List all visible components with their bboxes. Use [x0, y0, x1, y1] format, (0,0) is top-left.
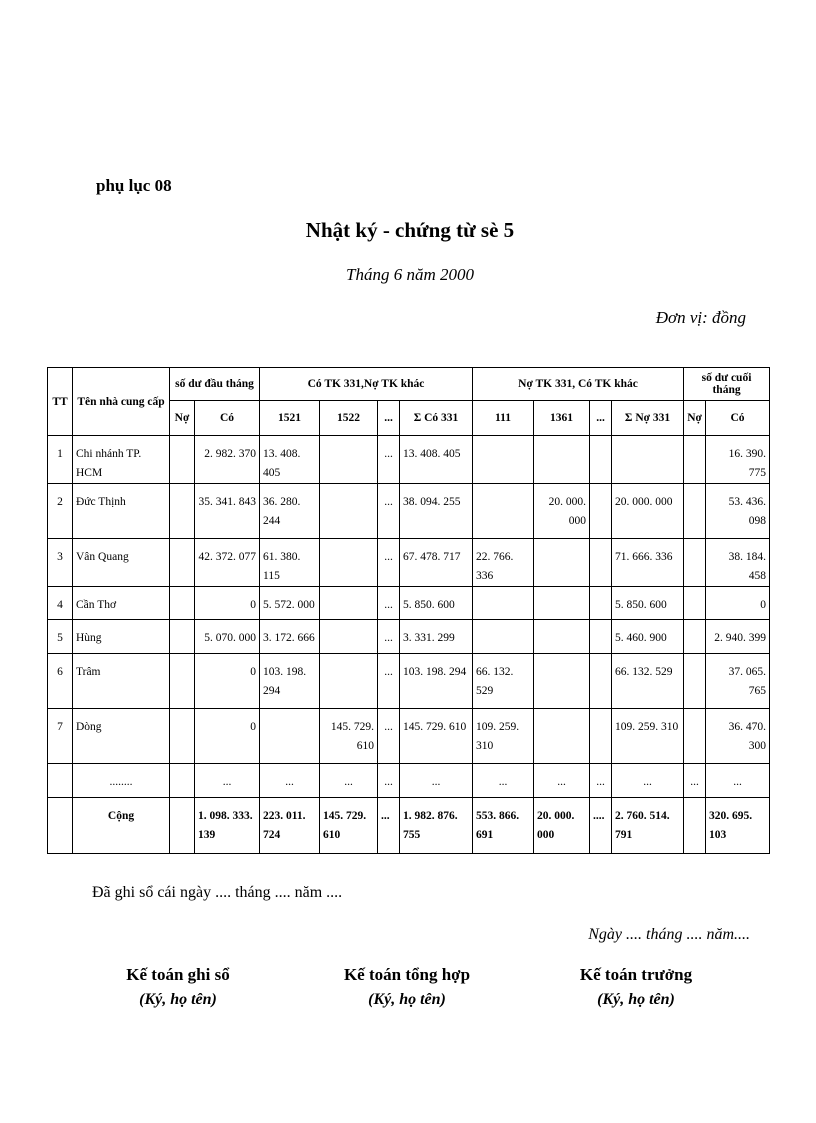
header-1361: 1361 [534, 401, 590, 436]
total-111: 553. 866. 691 [473, 798, 534, 854]
row-credit-dots: ... [378, 436, 400, 484]
signature-general-accountant [307, 965, 507, 1009]
total-close-co: 320. 695. 103 [706, 798, 770, 854]
row-sum-co: ... [400, 764, 473, 798]
row-1522 [320, 654, 378, 709]
header-closing-co: Có [706, 401, 770, 436]
row-1521: 3. 172. 666 [260, 620, 320, 654]
header-sum-no: Σ Nợ 331 [612, 401, 684, 436]
row-close-no [684, 436, 706, 484]
row-close-no [684, 709, 706, 764]
row-close-no [684, 654, 706, 709]
row-1361 [534, 436, 590, 484]
header-debit-group: Nợ TK 331, Có TK khác [473, 368, 684, 401]
signature-chief-accountant [536, 965, 736, 1009]
total-sum-no: 2. 760. 514. 791 [612, 798, 684, 854]
row-1521: 5. 572. 000 [260, 587, 320, 620]
row-open-no [170, 587, 195, 620]
ledger-recorded-note: Đã ghi sổ cái ngày .... tháng .... năm .... [92, 884, 343, 901]
row-sum-co: 103. 198. 294 [400, 654, 473, 709]
row-supplier: Hùng [73, 620, 170, 654]
header-credit-dots: ... [378, 401, 400, 436]
row-1521: 61. 380. 115 [260, 539, 320, 587]
row-credit-dots: ... [378, 539, 400, 587]
header-111: 111 [473, 401, 534, 436]
row-tt: 4 [48, 587, 73, 620]
total-1522: 145. 729. 610 [320, 798, 378, 854]
signature-bookkeeper [78, 965, 278, 1009]
row-1522 [320, 620, 378, 654]
row-open-co: 2. 982. 370 [195, 436, 260, 484]
row-tt: 3 [48, 539, 73, 587]
page-title: Nhật ký - chứng từ sè 5 [305, 218, 515, 242]
row-tt: 6 [48, 654, 73, 709]
row-tt: 2 [48, 484, 73, 539]
row-tt [48, 764, 73, 798]
row-open-no [170, 436, 195, 484]
unit-label: Đơn vị: đồng [655, 308, 746, 327]
table-row [48, 764, 770, 798]
row-1361 [534, 654, 590, 709]
row-open-co: 5. 070. 000 [195, 620, 260, 654]
total-sum-co: 1. 982. 876. 755 [400, 798, 473, 854]
signature-note: (Ký, họ tên) [139, 991, 217, 1008]
row-sum-no: 5. 460. 900 [612, 620, 684, 654]
row-111: ... [473, 764, 534, 798]
page-subtitle: Tháng 6 năm 2000 [346, 265, 474, 284]
row-credit-dots: ... [378, 764, 400, 798]
row-sum-no: 71. 666. 336 [612, 539, 684, 587]
row-open-co: 0 [195, 587, 260, 620]
table-row [48, 436, 770, 484]
total-debit-dots: .... [590, 798, 612, 854]
row-1522 [320, 436, 378, 484]
row-1522 [320, 587, 378, 620]
row-1521: 36. 280. 244 [260, 484, 320, 539]
row-close-co: 53. 436. 098 [706, 484, 770, 539]
row-sum-co: 3. 331. 299 [400, 620, 473, 654]
header-1522: 1522 [320, 401, 378, 436]
header-tt: TT [48, 368, 73, 436]
row-close-no [684, 587, 706, 620]
row-sum-no: ... [612, 764, 684, 798]
row-1361: 20. 000. 000 [534, 484, 590, 539]
row-open-co: ... [195, 764, 260, 798]
row-1521: 103. 198. 294 [260, 654, 320, 709]
row-close-co: 0 [706, 587, 770, 620]
row-open-no [170, 620, 195, 654]
row-sum-no: 5. 850. 600 [612, 587, 684, 620]
row-close-co: 2. 940. 399 [706, 620, 770, 654]
total-1521: 223. 011. 724 [260, 798, 320, 854]
header-supplier: Tên nhà cung cấp [73, 368, 170, 436]
row-111: 22. 766. 336 [473, 539, 534, 587]
row-1521: ... [260, 764, 320, 798]
row-credit-dots: ... [378, 587, 400, 620]
header-1521: 1521 [260, 401, 320, 436]
total-open-co: 1. 098. 333. 139 [195, 798, 260, 854]
row-sum-no [612, 436, 684, 484]
row-1522: ... [320, 764, 378, 798]
row-1361 [534, 539, 590, 587]
total-close-no [684, 798, 706, 854]
total-credit-dots: ... [378, 798, 400, 854]
row-supplier: Đức Thịnh [73, 484, 170, 539]
total-tt [48, 798, 73, 854]
row-tt: 7 [48, 709, 73, 764]
row-credit-dots: ... [378, 620, 400, 654]
row-close-no: ... [684, 764, 706, 798]
row-tt: 1 [48, 436, 73, 484]
row-supplier: Chi nhánh TP. HCM [73, 436, 170, 484]
header-debit-dots: ... [590, 401, 612, 436]
signature-note: (Ký, họ tên) [368, 991, 446, 1008]
row-open-no [170, 539, 195, 587]
row-tt: 5 [48, 620, 73, 654]
row-debit-dots [590, 709, 612, 764]
row-sum-no: 66. 132. 529 [612, 654, 684, 709]
header-closing-balance: số dư cuối tháng [684, 368, 770, 401]
row-1361 [534, 620, 590, 654]
row-111 [473, 436, 534, 484]
date-line: Ngày .... tháng .... năm.... [588, 926, 750, 943]
row-sum-co: 38. 094. 255 [400, 484, 473, 539]
row-credit-dots: ... [378, 709, 400, 764]
row-open-co: 0 [195, 709, 260, 764]
total-1361: 20. 000. 000 [534, 798, 590, 854]
row-sum-no: 109. 259. 310 [612, 709, 684, 764]
row-111 [473, 620, 534, 654]
row-1522 [320, 484, 378, 539]
table-row [48, 539, 770, 587]
row-sum-co: 145. 729. 610 [400, 709, 473, 764]
header-opening-balance: số dư đầu tháng [170, 368, 260, 401]
row-debit-dots [590, 587, 612, 620]
signature-role: Kế toán trưởng [579, 965, 693, 984]
row-open-no [170, 709, 195, 764]
row-debit-dots [590, 539, 612, 587]
signature-note: (Ký, họ tên) [597, 991, 675, 1008]
row-sum-co: 67. 478. 717 [400, 539, 473, 587]
row-111: 109. 259. 310 [473, 709, 534, 764]
row-close-co: 16. 390. 775 [706, 436, 770, 484]
row-close-co: 38. 184. 458 [706, 539, 770, 587]
row-close-co: 36. 470. 300 [706, 709, 770, 764]
table-row [48, 709, 770, 764]
row-supplier: Dòng [73, 709, 170, 764]
row-close-co: ... [706, 764, 770, 798]
row-1361 [534, 709, 590, 764]
total-open-no [170, 798, 195, 854]
row-supplier: Cần Thơ [73, 587, 170, 620]
table-row [48, 620, 770, 654]
row-sum-co: 5. 850. 600 [400, 587, 473, 620]
row-debit-dots [590, 436, 612, 484]
row-debit-dots [590, 620, 612, 654]
table-row [48, 587, 770, 620]
row-1361: ... [534, 764, 590, 798]
row-debit-dots: ... [590, 764, 612, 798]
header-opening-co: Có [195, 401, 260, 436]
row-supplier: Vân Quang [73, 539, 170, 587]
row-1361 [534, 587, 590, 620]
row-open-no [170, 654, 195, 709]
header-closing-no: Nợ [684, 401, 706, 436]
row-1521: 13. 408. 405 [260, 436, 320, 484]
table-row [48, 484, 770, 539]
row-sum-no: 20. 000. 000 [612, 484, 684, 539]
total-row [48, 798, 770, 854]
row-open-co: 0 [195, 654, 260, 709]
signature-role: Kế toán ghi sổ [126, 965, 230, 984]
row-open-co: 42. 372. 077 [195, 539, 260, 587]
row-1522: 145. 729. 610 [320, 709, 378, 764]
row-credit-dots: ... [378, 484, 400, 539]
row-open-no [170, 764, 195, 798]
row-close-no [684, 539, 706, 587]
row-111: 66. 132. 529 [473, 654, 534, 709]
header-opening-no: Nợ [170, 401, 195, 436]
row-debit-dots [590, 654, 612, 709]
total-label: Cộng [73, 798, 170, 854]
row-supplier: ........ [73, 764, 170, 798]
header-sum-co: Σ Có 331 [400, 401, 473, 436]
row-debit-dots [590, 484, 612, 539]
row-111 [473, 587, 534, 620]
appendix-label: phụ lục 08 [96, 176, 172, 195]
row-111 [473, 484, 534, 539]
table-row [48, 654, 770, 709]
row-close-no [684, 620, 706, 654]
row-supplier: Trâm [73, 654, 170, 709]
signature-role: Kế toán tổng hợp [343, 965, 471, 984]
row-close-no [684, 484, 706, 539]
header-credit-group: Có TK 331,Nợ TK khác [260, 368, 473, 401]
ledger-table [47, 367, 770, 854]
row-credit-dots: ... [378, 654, 400, 709]
row-1521 [260, 709, 320, 764]
row-close-co: 37. 065. 765 [706, 654, 770, 709]
row-open-no [170, 484, 195, 539]
row-open-co: 35. 341. 843 [195, 484, 260, 539]
row-sum-co: 13. 408. 405 [400, 436, 473, 484]
row-1522 [320, 539, 378, 587]
